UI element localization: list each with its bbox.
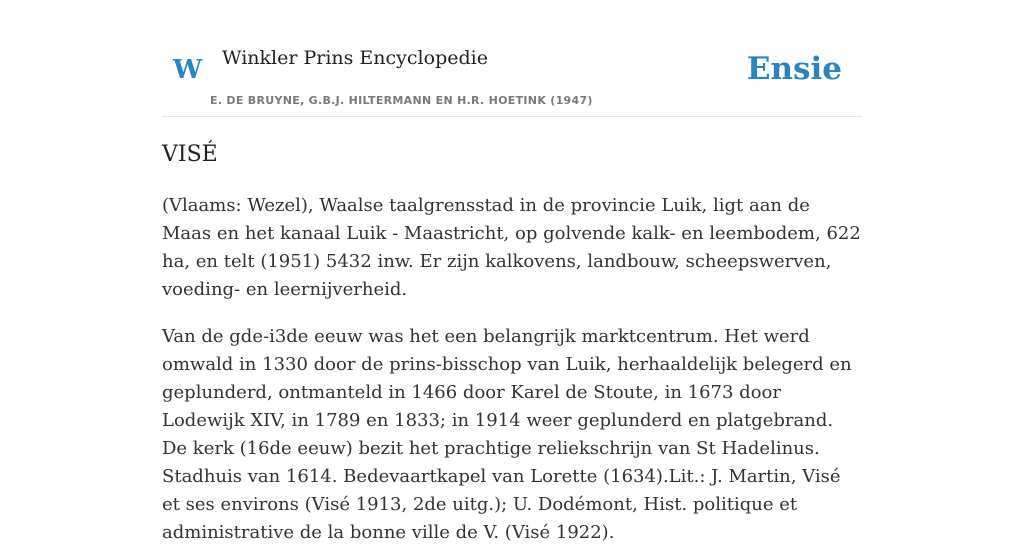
encyclopedia-title[interactable]: Winkler Prins Encyclopedie [222,47,488,69]
article-paragraph: (Vlaams: Wezel), Waalse taalgrensstad in de provincie Luik, ligt aan de Maas en het kanaal Luik - Maastricht, op golvende kalk- en leembodem, 622 ha, en telt (1951) 5432 inw. Er zijn kalkovens, landbouw, scheepswerven, voeding- en leernijverheid. [162,195,861,300]
article-paragraph: Van de gde-i3de eeuw was het een belangrijk marktcentrum. Het werd omwald in 1330 door de prins-bisschop van Luik, herhaaldelijk belegerd en geplunderd, ontmanteld in 1466 door Karel de Stoute, in 1673 door Lodewijk XIV, in 1789 en 1833; in 1914 weer geplunderd en platgebrand. De kerk (16de eeuw) bezit het prachtige reliekschrijn van St Hadelinus. Stadhuis van 1614. Bedevaartkapel van Lorette (1634).Lit.: J. Martin, Visé et ses environs (Visé 1913, 2de uitg.); U. Dodémont, Hist. politique et administrative de la bonne ville de V. (Visé 1922). [162,326,852,543]
article-heading: VISÉ [162,142,218,167]
header [162,0,862,117]
logo-icon[interactable]: W [173,55,203,85]
authors-line: E. DE BRUYNE, G.B.J. HILTERMANN EN H.R. HOETINK (1947) [210,94,593,107]
ensie-logo[interactable]: Ensie [746,51,842,87]
